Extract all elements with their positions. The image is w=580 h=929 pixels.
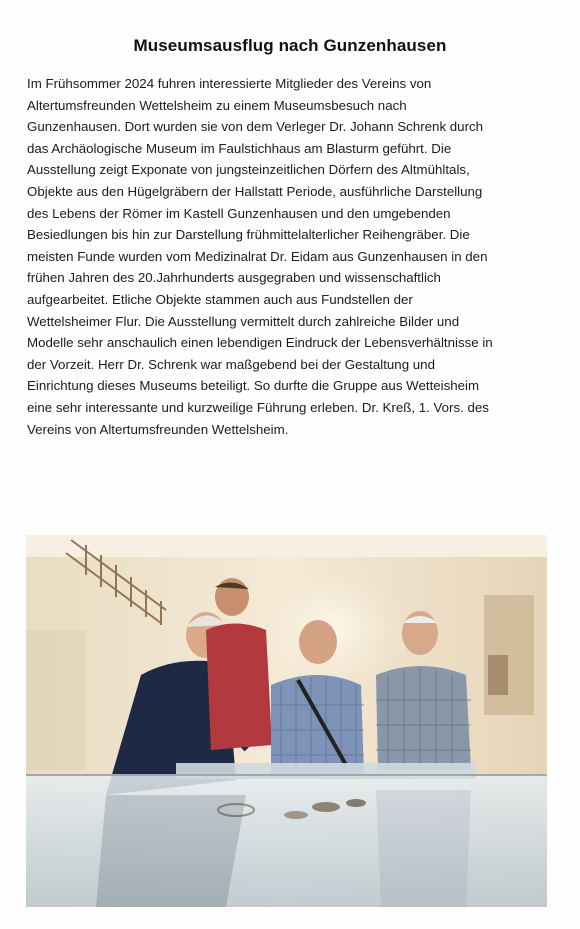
museum-visit-photo xyxy=(26,535,547,907)
photo-illustration xyxy=(26,535,547,907)
body-line: Objekte aus den Hügelgräbern der Hallstatt Periode, ausführliche Darstellung xyxy=(27,183,483,199)
body-line: Einrichtung dieses Museums beteiligt. So durfte die Gruppe aus Wetteisheim xyxy=(27,378,480,394)
body-line: Vereins von Altertumsfreunden Wettelsheim. xyxy=(27,421,289,437)
body-line: eine sehr interessante und kurzweilige Führung erleben. Dr. Kreß, 1. Vors. des xyxy=(27,399,489,415)
body-line: meisten Funde wurden vom Medizinalrat Dr. Eidam aus Gunzenhausen in den xyxy=(27,248,488,264)
body-line: des Lebens der Römer im Kastell Gunzenhausen und den umgebenden xyxy=(27,205,451,221)
body-line: Wettelsheimer Flur. Die Ausstellung vermittelt durch zahlreiche Bilder und xyxy=(27,313,460,329)
body-line: Ausstellung zeigt Exponate von jungsteinzeitlichen Dörfern des Altmühltals, xyxy=(27,162,470,178)
page-title: Museumsausflug nach Gunzenhausen xyxy=(133,36,447,55)
display-case xyxy=(26,763,547,907)
body-line: Gunzenhausen. Dort wurden sie von dem Verleger Dr. Johann Schrenk durch xyxy=(27,119,484,135)
bleed-through-ghost xyxy=(420,470,424,485)
body-line: Im Frühsommer 2024 fuhren interessierte Mitglieder des Vereins von xyxy=(27,76,432,91)
body-line: Modelle sehr anschaulich einen lebendigen Eindruck der Lebensverhältnisse in xyxy=(27,335,493,351)
body-line: Besiedlungen bis hin zur Darstellung frühmittelalterlicher Reihengräber. Die xyxy=(27,227,470,243)
article-body xyxy=(27,73,555,440)
body-line: das Archäologische Museum im Faulstichhaus am Blasturm geführt. Die xyxy=(27,140,452,156)
body-line: aufgearbeitet. Etliche Objekte stammen auch aus Fundstellen der xyxy=(27,291,413,307)
body-line: Altertumsfreunden Wettelsheim zu einem Museumsbesuch nach xyxy=(27,97,407,113)
body-line: der Vorzeit. Herr Dr. Schrenk war maßgebend bei der Gestaltung und xyxy=(27,356,435,372)
body-line: frühen Jahren des 20.Jahrhunderts ausgegraben und wissenschaftlich xyxy=(27,270,441,286)
